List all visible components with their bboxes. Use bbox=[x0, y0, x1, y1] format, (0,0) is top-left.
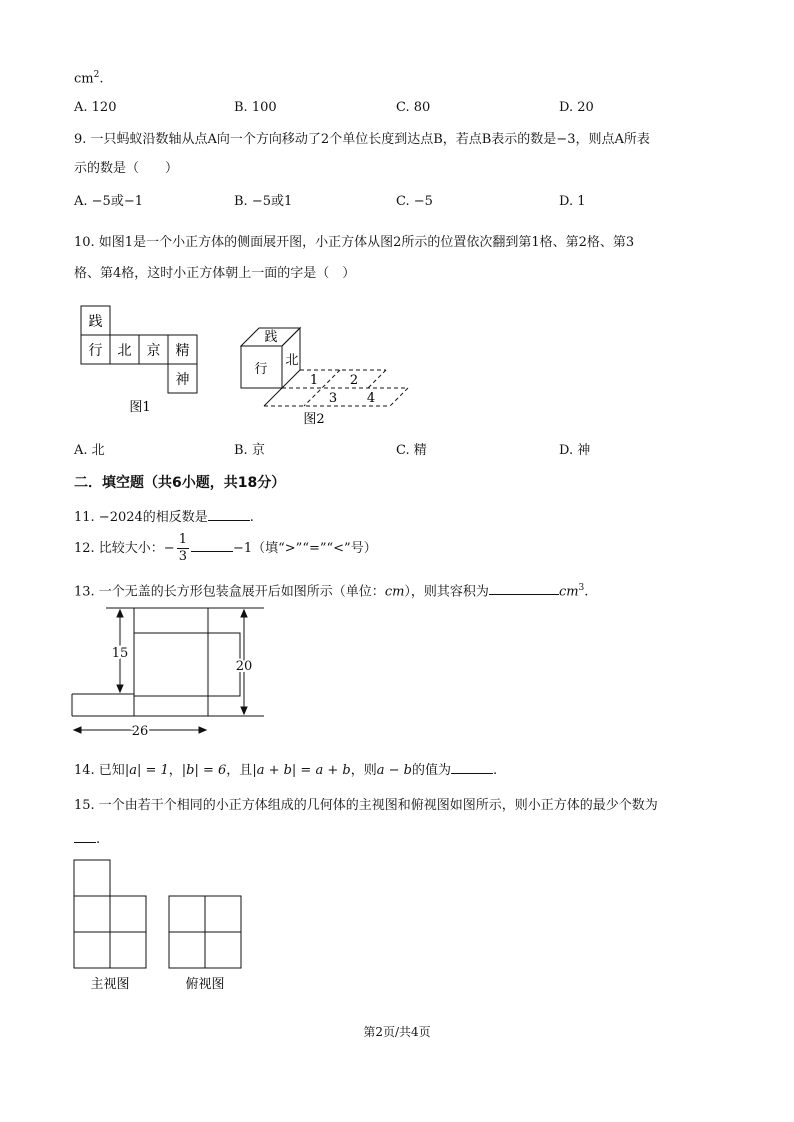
dim-15: 15 bbox=[111, 646, 129, 661]
section2-title: 二．填空题（共6小题，共18分） bbox=[74, 475, 286, 491]
q10-line1: 10. 如图1是一个小正方体的侧面展开图，小正方体从图2所示的位置依次翻到第1格、第2格、第3 bbox=[74, 235, 635, 250]
q15-blank bbox=[74, 828, 96, 843]
q14: 14. 已知|a| = 1，|b| = 6，且|a + b| = a + b，则a − b的值为 . bbox=[74, 759, 497, 780]
q9-option-c: C. −5 bbox=[396, 194, 433, 209]
q10-option-d: D. 神 bbox=[559, 443, 591, 458]
grid-cell-4: 4 bbox=[366, 391, 376, 406]
q9-option-a: A. −5或−1 bbox=[74, 194, 143, 209]
q8-unit: $cm^2$. bbox=[74, 70, 104, 87]
dim-26: 26 bbox=[131, 724, 149, 739]
page-footer: 第2页/共4页 bbox=[363, 1025, 431, 1039]
net-char-2: 行 bbox=[88, 343, 103, 359]
net-char-3: 北 bbox=[117, 343, 132, 359]
dim-20: 20 bbox=[235, 659, 253, 674]
q12: 12. 比较大小：− $\frac{1}{3}$ −1（填“>”“=”“<”号） bbox=[74, 532, 377, 564]
q9-option-b: B. −5或1 bbox=[234, 194, 293, 209]
q12-fraction: $\frac{1}{3}$ bbox=[178, 532, 187, 564]
net-char-4: 京 bbox=[146, 343, 161, 359]
cube-top-char: 践 bbox=[264, 330, 278, 345]
q15-front-view bbox=[72, 858, 152, 996]
q10-figure1-cube-net bbox=[80, 305, 200, 415]
q14-blank bbox=[451, 759, 493, 774]
q10-line2: 格、第4格，这时小正方体朝上一面的字是（ ） bbox=[74, 266, 356, 281]
q8-option-b: B. 100 bbox=[234, 100, 277, 115]
q11: 11. −2024的相反数是 . bbox=[74, 506, 254, 527]
q8-option-a: A. 120 bbox=[74, 100, 117, 115]
q13: 13. 一个无盖的长方形包装盒展开后如图所示（单位：cm），则其容积为 $cm^3$. bbox=[74, 579, 588, 601]
q10-option-b: B. 京 bbox=[234, 443, 265, 458]
figure2-caption: 图2 bbox=[303, 412, 325, 427]
cube-side-char: 北 bbox=[285, 353, 299, 368]
q9-line2: 示的数是（ ） bbox=[74, 161, 179, 176]
q10-figure2-cube-grid bbox=[236, 320, 416, 430]
net-char-1: 践 bbox=[88, 314, 103, 330]
q8-option-d: D. 20 bbox=[559, 100, 594, 115]
grid-cell-2: 2 bbox=[349, 373, 359, 388]
q15-line2: . bbox=[74, 828, 100, 849]
q13-box-net-figure bbox=[70, 604, 270, 744]
q9-option-d: D. 1 bbox=[559, 194, 586, 209]
q15-top-view bbox=[167, 894, 247, 996]
grid-cell-3: 3 bbox=[328, 391, 338, 406]
q12-blank bbox=[191, 537, 233, 552]
q10-option-a: A. 北 bbox=[74, 443, 105, 458]
q9-line1: 9. 一只蚂蚁沿数轴从点A向一个方向移动了2个单位长度到达点B，若点B表示的数是−3，则点A所表 bbox=[74, 132, 650, 147]
top-view-caption: 俯视图 bbox=[185, 977, 225, 992]
q15-line1: 15. 一个由若干个相同的小正方体组成的几何体的主视图和俯视图如图所示，则小正方体的最少个数为 bbox=[74, 798, 658, 813]
q8-option-c: C. 80 bbox=[396, 100, 431, 115]
q11-blank bbox=[208, 506, 250, 521]
cube-front-char: 行 bbox=[254, 362, 268, 377]
grid-cell-1: 1 bbox=[309, 373, 319, 388]
q10-option-c: C. 精 bbox=[396, 443, 427, 458]
front-view-caption: 主视图 bbox=[90, 977, 130, 992]
net-char-5: 精 bbox=[175, 343, 190, 359]
q13-blank bbox=[489, 580, 559, 595]
net-char-6: 神 bbox=[175, 372, 190, 388]
figure1-caption: 图1 bbox=[129, 400, 151, 415]
